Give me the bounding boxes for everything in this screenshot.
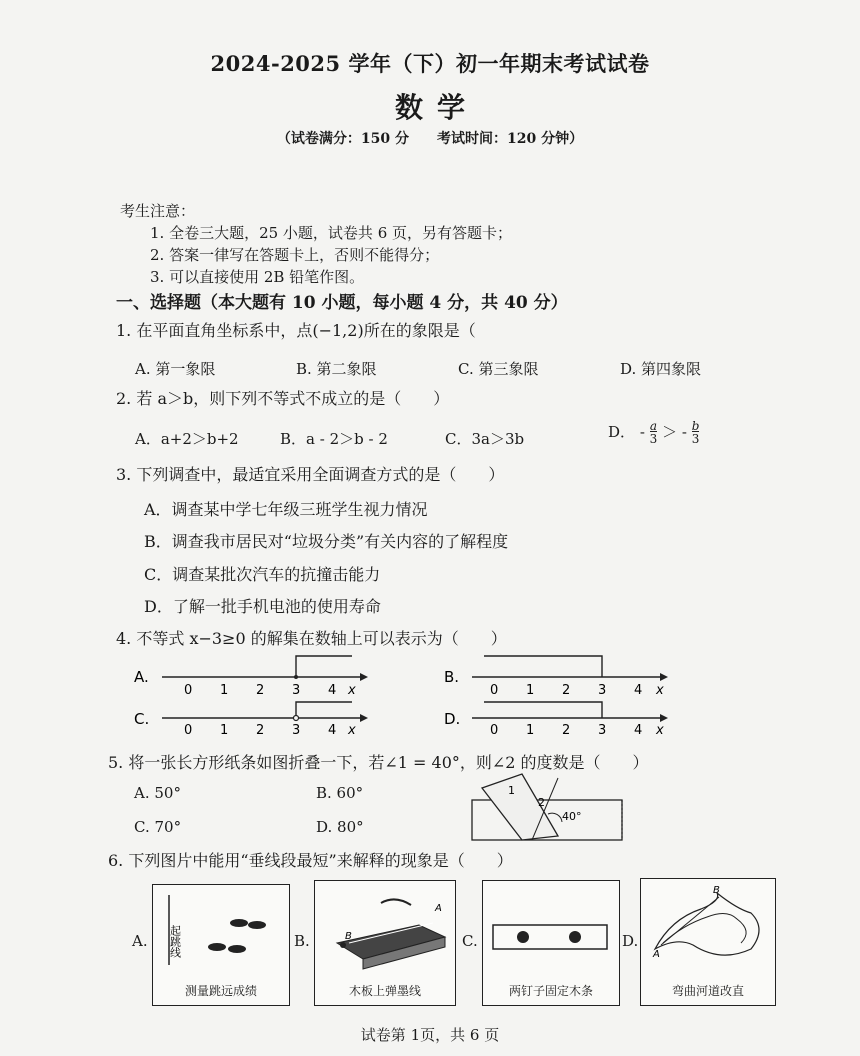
q3-option-a: A．调查某中学七年级三班学生视力情况 xyxy=(144,500,428,519)
river-illustration xyxy=(641,879,775,979)
tick-label: 1 xyxy=(526,683,535,698)
q3-option-c: C．调查某批次汽车的抗撞击能力 xyxy=(144,565,381,584)
notice-item: 3. 可以直接使用 2B 铅笔作图。 xyxy=(150,268,365,286)
angle-1-label: 1 xyxy=(508,784,515,797)
tick-label: 3 xyxy=(292,683,301,698)
q5-option-d: D. 80° xyxy=(316,818,364,836)
tick-label: 1 xyxy=(526,723,535,738)
tick-label: 0 xyxy=(184,683,193,698)
number-line-option-c xyxy=(134,702,368,738)
q6-picture-d xyxy=(640,878,776,1006)
tick-label: 0 xyxy=(184,723,193,738)
tick-label: 4 xyxy=(328,723,337,738)
nail xyxy=(517,931,529,943)
wood-strip xyxy=(493,925,607,949)
option-label: B. xyxy=(444,668,460,686)
q5-option-b: B. 60° xyxy=(316,784,364,802)
q6-picture-a xyxy=(152,884,290,1006)
endpoint-circle xyxy=(294,716,299,721)
q2-option-a: A．a+2＞b+2 xyxy=(135,430,239,448)
notice-item: 1. 全卷三大题，25 小题，试卷共 6 页，另有答题卡； xyxy=(150,224,513,242)
q6-option-b-label: B. xyxy=(294,932,310,950)
page-footer: 试卷第 1页，共 6 页 xyxy=(360,1026,500,1044)
footprint xyxy=(230,919,248,927)
q3-option-b: B．调查我市居民对“垃圾分类”有关内容的了解程度 xyxy=(144,532,509,551)
solution-ray xyxy=(484,702,602,718)
number-line-option-b xyxy=(444,656,668,698)
q5-option-a: A. 50° xyxy=(134,784,181,802)
fraction-a-over-3 xyxy=(650,420,658,446)
axis-variable: x xyxy=(348,683,356,698)
q2-option-d-label: D． xyxy=(608,423,636,441)
river-bend xyxy=(663,913,746,943)
axis-arrow xyxy=(660,673,668,681)
endpoint-dot xyxy=(294,675,298,679)
option-label: D. xyxy=(444,710,461,728)
q6-picture-c xyxy=(482,880,620,1006)
q3-option-d: D．了解一批手机电池的使用寿命 xyxy=(144,597,381,616)
point-a-label: A xyxy=(435,903,442,914)
caption: 测量跳远成绩 xyxy=(184,984,257,998)
question-6-stem: 6. 下列图片中能用“垂线段最短”来解释的现象是（ ） xyxy=(108,851,513,870)
tick-label: 4 xyxy=(634,723,643,738)
takeoff-line-label: 起跳线 xyxy=(168,925,182,958)
question-3-stem: 3. 下列调查中，最适宜采用全面调查方式的是（ ） xyxy=(116,465,505,484)
axis-variable: x xyxy=(656,723,664,738)
nail xyxy=(569,931,581,943)
caption: 木板上弹墨线 xyxy=(348,984,421,998)
nailed-strip-illustration xyxy=(483,881,619,981)
river-outline xyxy=(655,893,759,955)
footprint xyxy=(248,921,266,929)
question-5-stem: 5. 将一张长方形纸条如图折叠一下，若∠1 = 40°，则∠2 的度数是（ ） xyxy=(108,753,649,772)
notice-heading: 考生注意： xyxy=(120,202,196,220)
axis-variable: x xyxy=(656,683,664,698)
long-jump-illustration xyxy=(153,885,289,980)
option-label: C. xyxy=(134,710,150,728)
solution-ray xyxy=(296,702,352,718)
hand-sketch xyxy=(381,899,411,905)
tick-label: 4 xyxy=(634,683,643,698)
footprint xyxy=(228,945,246,953)
question-1-stem: 1. 在平面直角坐标系中，点(−1,2)所在的象限是（ xyxy=(116,321,476,340)
q1-option-b: B. 第二象限 xyxy=(296,360,377,378)
tick-label: 0 xyxy=(490,683,499,698)
q6-option-d-label: D. xyxy=(622,932,639,950)
q6-option-a-label: A. xyxy=(132,932,148,950)
point-b-label: B xyxy=(345,931,352,942)
angle-arc xyxy=(548,813,562,822)
tick-label: 1 xyxy=(220,723,229,738)
tick-label: 3 xyxy=(598,683,607,698)
q2-option-d xyxy=(608,420,699,446)
tick-label: 3 xyxy=(292,723,301,738)
solution-ray xyxy=(296,656,352,677)
axis-arrow xyxy=(360,673,368,681)
point-b-label: B xyxy=(713,885,720,896)
q6-picture-b xyxy=(314,880,456,1006)
q6-option-c-label: C. xyxy=(462,932,478,950)
axis-arrow xyxy=(660,714,668,722)
tick-label: 4 xyxy=(328,683,337,698)
question-2-stem: 2. 若 a＞b，则下列不等式不成立的是（ ） xyxy=(116,389,450,408)
question-4-stem: 4. 不等式 x−3≥0 的解集在数轴上可以表示为（ ） xyxy=(116,629,507,648)
q1-option-d: D. 第四象限 xyxy=(620,360,702,378)
tick-label: 2 xyxy=(562,723,571,738)
tick-label: 0 xyxy=(490,723,499,738)
minus-sign: - xyxy=(639,423,645,441)
q2-option-c: C．3a＞3b xyxy=(445,430,525,448)
minus-sign: - xyxy=(681,423,687,441)
angle-2-label: 2 xyxy=(538,796,545,809)
q2-option-b: B．a - 2＞b - 2 xyxy=(280,430,388,448)
axis-variable: x xyxy=(348,723,356,738)
q5-option-c: C. 70° xyxy=(134,818,182,836)
folded-flap xyxy=(482,774,558,840)
fraction-b-over-3 xyxy=(692,420,700,446)
option-label: A. xyxy=(134,668,149,686)
tick-label: 2 xyxy=(256,723,265,738)
ink-line-illustration xyxy=(315,881,455,981)
denominator: 3 xyxy=(691,432,700,446)
tick-label: 2 xyxy=(256,683,265,698)
point-a-label: A xyxy=(653,949,660,960)
greater-than: ＞ xyxy=(662,423,678,441)
axis-arrow xyxy=(360,714,368,722)
caption: 两钉子固定木条 xyxy=(508,984,593,998)
notice-item: 2. 答案一律写在答题卡上，否则不能得分； xyxy=(150,246,440,264)
solution-ray xyxy=(484,656,602,677)
tick-label: 2 xyxy=(562,683,571,698)
tick-label: 1 xyxy=(220,683,229,698)
number-line-option-d xyxy=(444,702,668,738)
caption: 弯曲河道改直 xyxy=(671,984,744,998)
numerator: b xyxy=(691,419,700,433)
footprint xyxy=(208,943,226,951)
subject-title: 数学 xyxy=(394,91,479,124)
q5-folded-strip-figure xyxy=(462,770,662,846)
denominator: 3 xyxy=(649,432,658,446)
number-line-option-a xyxy=(134,656,368,698)
tick-label: 3 xyxy=(598,723,607,738)
q1-option-c: C. 第三象限 xyxy=(458,360,539,378)
q4-number-lines xyxy=(120,650,680,740)
q1-option-a: A. 第一象限 xyxy=(135,360,216,378)
point-b-marker xyxy=(340,942,346,948)
angle-40-label: 40° xyxy=(562,810,582,823)
exam-meta: （试卷满分：150 分 考试时间：120 分钟） xyxy=(276,131,584,147)
numerator: a xyxy=(649,419,658,433)
section-heading: 一、选择题（本大题有 10 小题，每小题 4 分，共 40 分） xyxy=(116,293,568,313)
straight-channel xyxy=(661,897,719,945)
exam-title: 2024-2025 学年（下）初一年期末考试试卷 xyxy=(210,51,650,76)
